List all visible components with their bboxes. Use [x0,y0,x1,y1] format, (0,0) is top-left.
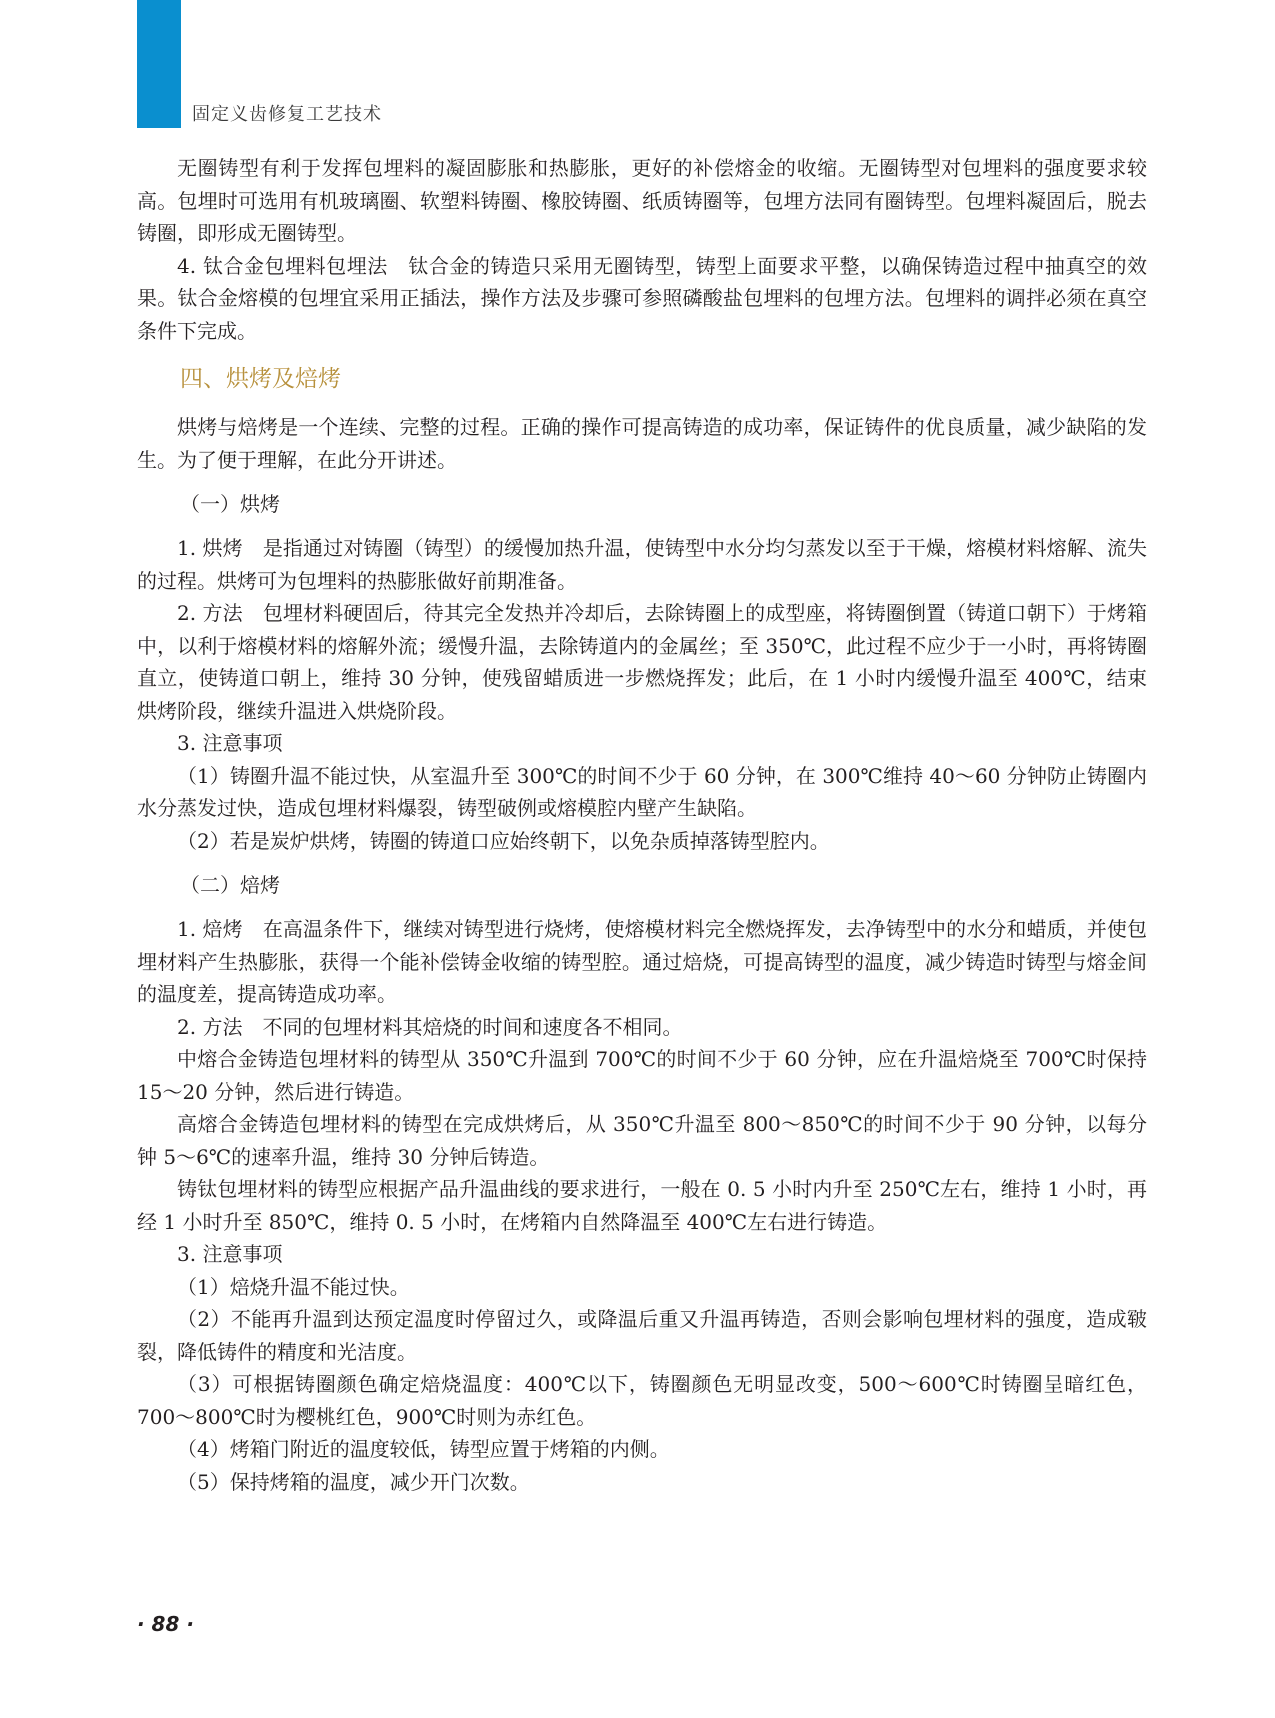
section-heading: 四、烘烤及焙烤 [180,366,341,392]
page-body [137,152,1147,1498]
paragraph: 铸钛包埋材料的铸型应根据产品升温曲线的要求进行，一般在 0. 5 小时内升至 250℃左右，维持 1 小时，再经 1 小时升至 850℃，维持 0. 5 小时，在烤箱内自然降温至 400℃左右进行铸造。 [137,1177,1147,1234]
paragraph: （2）若是炭炉烘烤，铸圈的铸道口应始终朝下，以免杂质掉落铸型腔内。 [177,828,830,853]
paragraph: 无圈铸型有利于发挥包埋料的凝固膨胀和热膨胀，更好的补偿熔金的收缩。无圈铸型对包埋料的强度要求较高。包埋时可选用有机玻璃圈、软塑料铸圈、橡胶铸圈、纸质铸圈等，包埋方法同有圈铸型。包埋料凝固后，脱去铸圈，即形成无圈铸型。 [137,156,1147,245]
paragraph: 3. 注意事项 [177,1242,283,1266]
paragraph: （1）铸圈升温不能过快，从室温升至 300℃的时间不少于 60 分钟，在 300℃维持 40～60 分钟防止铸圈内水分蒸发过快，造成包埋材料爆裂，铸型破例或熔模腔内壁产生缺陷。 [137,763,1147,820]
subsection-heading: （二）焙烤 [180,873,280,897]
paragraph: （3）可根据铸圈颜色确定焙烧温度：400℃以下，铸圈颜色无明显改变，500～600℃时铸圈呈暗红色，700～800℃时为樱桃红色，900℃时则为赤红色。 [137,1372,1147,1429]
paragraph: （5）保持烤箱的温度，减少开门次数。 [177,1469,530,1494]
paragraph: 中熔合金铸造包埋材料的铸型从 350℃升温到 700℃的时间不少于 60 分钟，应在升温焙烧至 700℃时保持 15～20 分钟，然后进行铸造。 [137,1047,1147,1104]
paragraph: （4）烤箱门附近的温度较低，铸型应置于烤箱的内侧。 [177,1437,670,1461]
paragraph: 2. 方法 包埋材料硬固后，待其完全发热并冷却后，去除铸圈上的成型座，将铸圈倒置（铸道口朝下）于烤箱中，以利于熔模材料的熔解外流；缓慢升温，去除铸道内的金属丝；至 350℃，此过程不应少于一小时，再将铸圈直立，使铸道口朝上，维持 30 分钟，使残留蜡质进一步燃烧挥发；此后，在 1 小时内缓慢升温至 400℃，结束烘烤阶段，继续升温进入烘烧阶段。 [137,601,1147,723]
subsection-heading: （一）烘烤 [180,492,280,516]
paragraph: 1. 焙烤 在高温条件下，继续对铸型进行烧烤，使熔模材料完全燃烧挥发，去净铸型中的水分和蜡质，并使包埋材料产生热膨胀，获得一个能补偿铸金收缩的铸型腔。通过焙烧，可提高铸型的温度，减少铸造时铸型与熔金间的温度差，提高铸造成功率。 [137,917,1147,1006]
paragraph: 1. 烘烤 是指通过对铸圈（铸型）的缓慢加热升温，使铸型中水分均匀蒸发以至于干燥，熔模材料熔解、流失的过程。烘烤可为包埋料的热膨胀做好前期准备。 [137,536,1147,593]
paragraph: （1）焙烧升温不能过快。 [177,1274,410,1299]
header-color-bar [137,0,181,128]
page-number: · 88 · [137,1612,194,1636]
paragraph: 高熔合金铸造包埋材料的铸型在完成烘烤后，从 350℃升温至 800～850℃的时间不少于 90 分钟，以每分钟 5～6℃的速率升温，维持 30 分钟后铸造。 [137,1112,1147,1169]
paragraph: 4. 钛合金包埋料包埋法 钛合金的铸造只采用无圈铸型，铸型上面要求平整，以确保铸造过程中抽真空的效果。钛合金熔模的包埋宜采用正插法，操作方法及步骤可参照磷酸盐包埋料的包埋方法。包埋料的调拌必须在真空条件下完成。 [137,253,1147,343]
paragraph: 2. 方法 不同的包埋材料其焙烧的时间和速度各不相同。 [177,1014,683,1039]
running-head: 固定义齿修复工艺技术 [192,104,382,125]
paragraph: 3. 注意事项 [177,731,283,755]
paragraph: 烘烤与焙烤是一个连续、完整的过程。正确的操作可提高铸造的成功率，保证铸件的优良质量，减少缺陷的发生。为了便于理解，在此分开讲述。 [137,415,1147,472]
paragraph: （2）不能再升温到达预定温度时停留过久，或降温后重又升温再铸造，否则会影响包埋材料的强度，造成皲裂，降低铸件的精度和光洁度。 [137,1307,1147,1364]
